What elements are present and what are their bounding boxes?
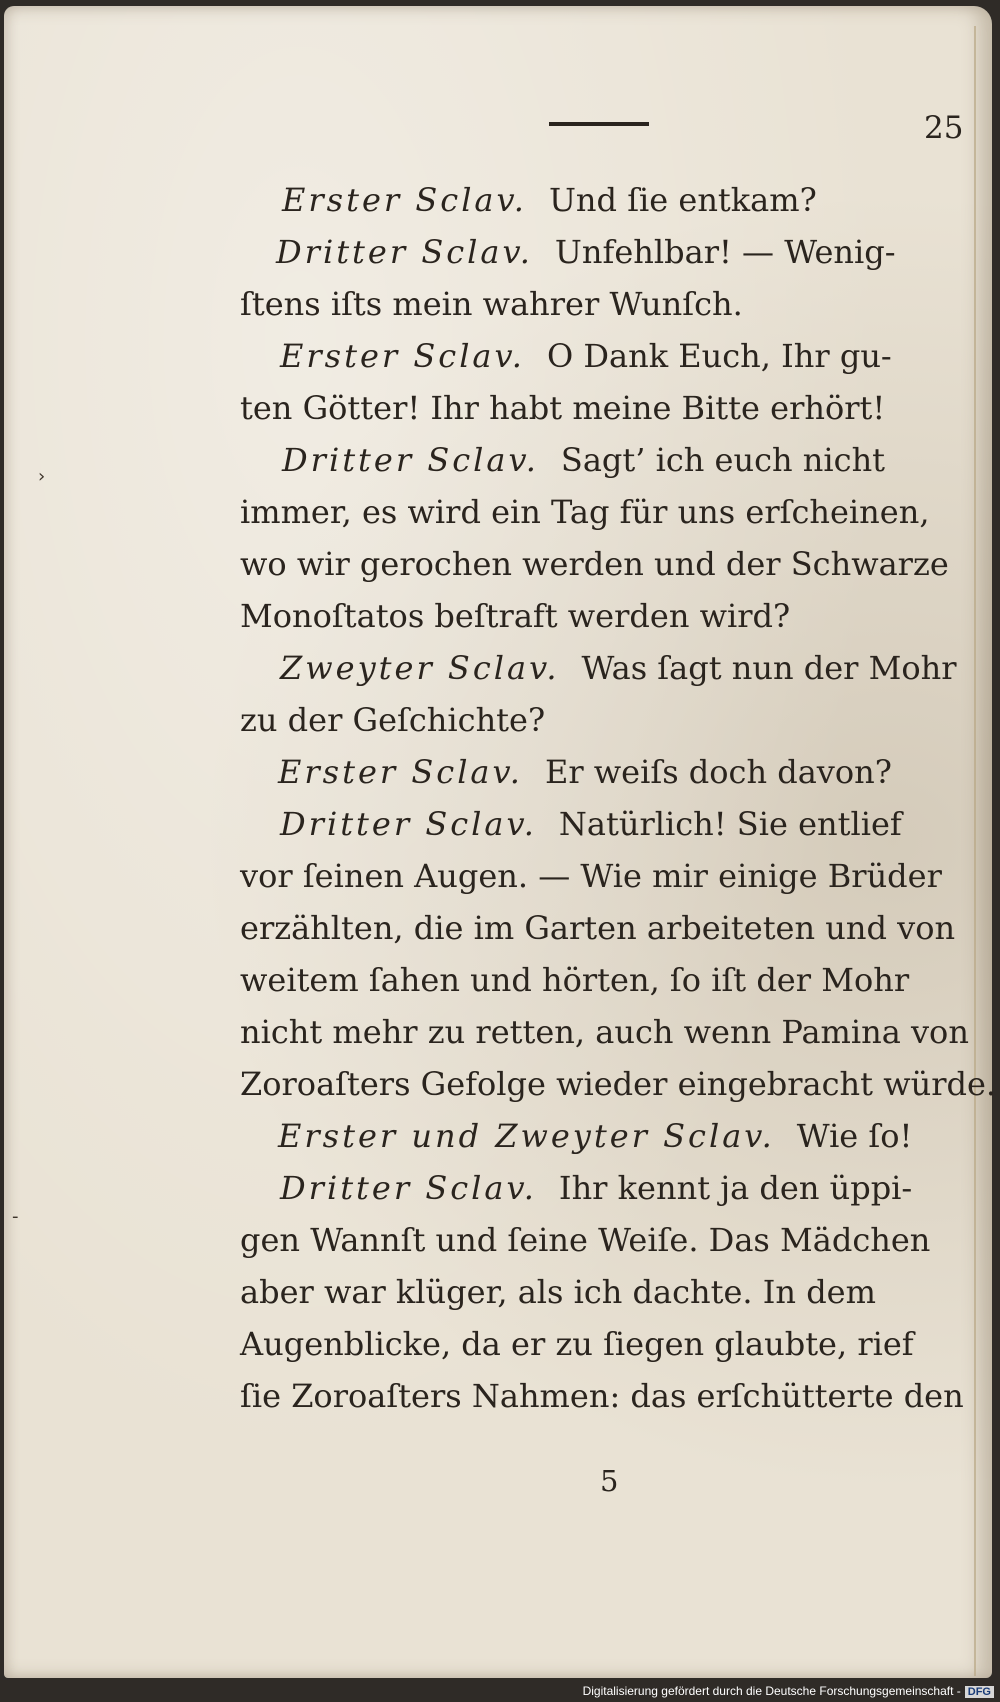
speech-text: gen Wannſt und ſeine Weiſe. Das Mädchen <box>240 1221 931 1259</box>
text-line <box>278 754 892 790</box>
text-line <box>278 1118 912 1154</box>
speech-text: Ihr kennt ja den üppi- <box>558 1169 913 1207</box>
speech-text: ſie Zoroaſters Nahmen: das erſchütterte den <box>240 1377 964 1415</box>
text-line <box>280 650 957 686</box>
text-line <box>240 494 929 530</box>
text-line <box>240 598 790 634</box>
margin-mark: › <box>38 466 46 487</box>
speaker-name: Dritter Sclav. <box>280 805 537 843</box>
speech-text: Er weiſs doch davon? <box>544 753 892 791</box>
text-line <box>240 390 885 426</box>
text-line <box>280 338 892 374</box>
margin-mark: - <box>12 1206 19 1227</box>
speech-text: Was ſagt nun der Mohr <box>581 649 957 687</box>
text-line <box>280 806 902 842</box>
text-line <box>276 234 896 270</box>
speech-text: aber war klüger, als ich dachte. In dem <box>240 1273 876 1311</box>
speech-text: ten Götter! Ihr habt meine Bitte erhört! <box>240 389 886 427</box>
speech-text: vor ſeinen Augen. — Wie mir einige Brüder <box>240 857 942 895</box>
speech-text: immer, es wird ein Tag für uns erſcheinen, <box>240 493 930 531</box>
text-line <box>282 182 817 218</box>
text-line <box>240 1274 876 1310</box>
text-line <box>240 962 909 998</box>
speech-text: Monoſtatos beſtraft werden wird? <box>240 597 791 635</box>
page-edge <box>974 26 986 1676</box>
speaker-name: Zweyter Sclav. <box>280 649 560 687</box>
digitization-footer <box>583 1684 994 1698</box>
speech-text: ſtens iſts mein wahrer Wunſch. <box>240 285 743 323</box>
speech-text: weitem ſahen und hörten, ſo iſt der Mohr <box>240 961 910 999</box>
speaker-name: Dritter Sclav. <box>276 233 533 271</box>
header-rule <box>549 122 649 126</box>
speaker-name: Erster Sclav. <box>278 753 523 791</box>
speech-text: Sagt’ ich euch nicht <box>560 441 886 479</box>
book-page <box>4 6 997 1678</box>
signature-mark: 5 <box>600 1464 619 1498</box>
text-line <box>240 1326 914 1362</box>
speech-text: Wie ſo! <box>796 1117 913 1155</box>
text-line <box>240 702 545 738</box>
text-line <box>240 1066 996 1102</box>
speech-text: Unfehlbar! — Wenig- <box>554 233 896 271</box>
speech-text: Augenblicke, da er zu ſiegen glaubte, rief <box>240 1325 914 1363</box>
speech-text: Zoroaſters Gefolge wieder eingebracht würde. <box>240 1065 997 1103</box>
footer-text: Digitalisierung gefördert durch die Deutsche Forschungsgemeinschaft - <box>582 1684 961 1698</box>
speech-text: wo wir gerochen werden und der Schwarze <box>240 545 949 583</box>
text-line <box>282 442 885 478</box>
text-line <box>280 1170 912 1206</box>
speech-text: zu der Geſchichte? <box>240 701 546 739</box>
speaker-name: Erster und Zweyter Sclav. <box>278 1117 775 1155</box>
speech-text: O Dank Euch, Ihr gu- <box>546 337 892 375</box>
text-line <box>240 1014 969 1050</box>
speech-text: Und ſie entkam? <box>548 181 817 219</box>
text-line <box>240 1378 964 1414</box>
dfg-logo: DFG <box>965 1686 994 1698</box>
speech-text: nicht mehr zu retten, auch wenn Pamina von <box>240 1013 969 1051</box>
speaker-name: Dritter Sclav. <box>280 1169 537 1207</box>
speaker-name: Dritter Sclav. <box>282 441 539 479</box>
text-line <box>240 546 949 582</box>
text-line <box>240 910 955 946</box>
speech-text: erzählten, die im Garten arbeiteten und von <box>240 909 956 947</box>
text-line <box>240 286 743 322</box>
text-line <box>240 1222 930 1258</box>
speaker-name: Erster Sclav. <box>282 181 527 219</box>
page-number: 25 <box>924 110 964 146</box>
speaker-name: Erster Sclav. <box>280 337 525 375</box>
speech-text: Natürlich! Sie entlief <box>558 805 902 843</box>
text-line <box>240 858 942 894</box>
